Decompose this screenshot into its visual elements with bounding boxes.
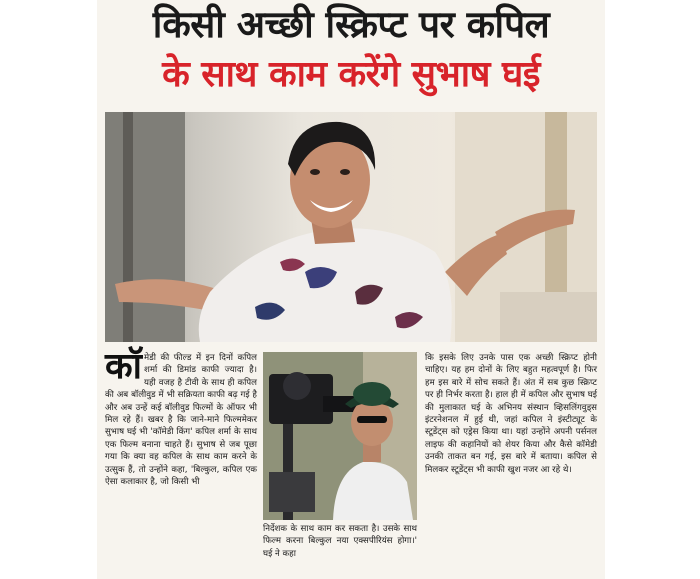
dropcap: कॉ	[105, 346, 142, 387]
headline-line-2: के साथ काम करेंगे सुभाष घई	[162, 54, 540, 95]
article-column-3	[425, 352, 597, 476]
article-col1-text: मेडी की फील्ड में इन दिनों कपिल शर्मा की डिमांड काफी ज्यादा है। यही वजह है टीवी के साथ ही कपिल की अब बॉलीवुड में भी सक्रियता काफी बढ़ गई है और अब उन्हें कई बॉलीवुड फिल्मों के ऑफर भी मिल रहे हैं। खबर है कि जाने-माने फिल्ममेकर सुभाष घई भी 'कॉमेडी किंग' कपिल शर्मा के साथ एक फिल्म बनाना चाहते हैं। सुभाष से जब पूछा गया कि क्या वह कपिल के साथ काम करने के उत्सुक हैं, तो उन्होंने कहा, 'बिल्कुल, कपिल एक ऐसा कलाकार है, जो किसी भी	[105, 353, 257, 488]
article-column-1	[105, 346, 257, 488]
inset-photo	[263, 352, 417, 520]
article-column-2	[263, 523, 417, 560]
main-photo-illustration	[105, 112, 597, 342]
newspaper-clipping	[97, 0, 605, 579]
article-paragraph-1	[105, 346, 257, 488]
inset-photo-illustration	[263, 352, 417, 520]
article-col3-text: कि इसके लिए उनके पास एक अच्छी स्क्रिप्ट होनी चाहिए। यह हम दोनों के लिए बहुत महत्वपूर्ण है। फिर हम इस बारे में सोच सकते हैं। अंत में सब कुछ स्क्रिप्ट पर ही निर्भर करता है। हाल ही में कपिल और सुभाष घई की मुलाकात घई के अभिनय संस्थान व्हिसलिंगवुड्स इंटरनेशनल में हुई थी, जहां कपिल ने इंस्टीट्यूट के स्टूडेंट्स को एड्रेस किया था। यहां उन्होंने अपनी पर्सनल लाइफ की कहानियों को शेयर किया और कैसे कॉमेडी उनकी ताकत बन गई, इस बारे में बताया। कपिल से मिलकर स्टूडेंट्स भी काफी खुश नजर आ रहे थे।	[425, 353, 597, 475]
article-col2-text: निर्देशक के साथ काम कर सकता है। उसके साथ फिल्म करना बिल्कुल नया एक्सपीरियंस होगा।' घई ने कहा	[263, 524, 417, 559]
main-photo	[105, 112, 597, 342]
headline-line-1: किसी अच्छी स्क्रिप्ट पर कपिल	[152, 3, 550, 46]
